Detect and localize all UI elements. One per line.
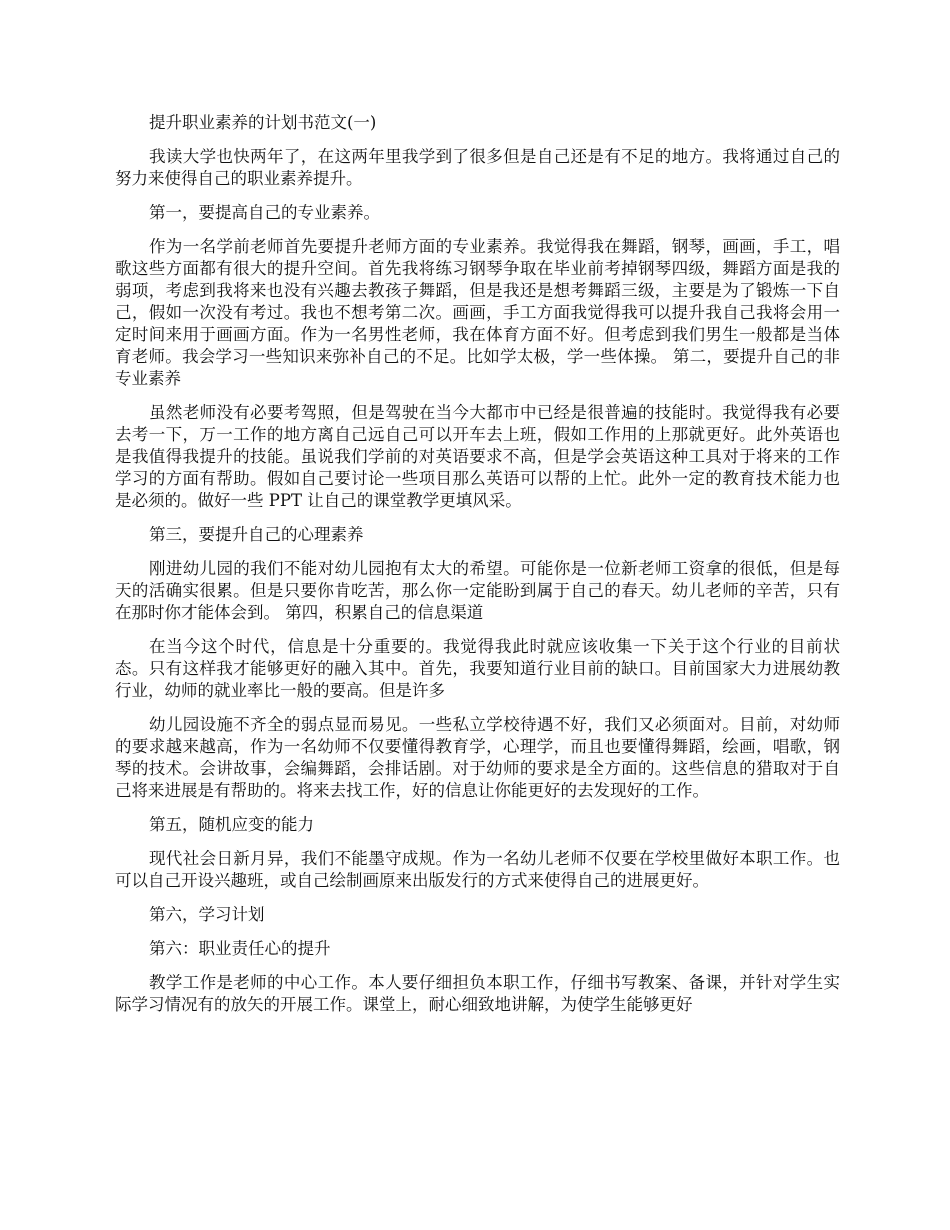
section-heading-sixth-plan: 第六，学习计划 (149, 905, 265, 924)
section-heading-sixth-responsibility: 第六：职业责任心的提升 (149, 939, 331, 958)
paragraph-information: 在当今这个时代，信息是十分重要的。我觉得我此时就应该收集一下关于这个行业的目前状态。只有这样我才能够更好的融入其中。首先，我要知道行业目前的缺口。目前国家大力进展幼教行业，幼师的就业率比一般的要高。但是许多 (115, 637, 840, 700)
paragraph-non-professional: 虽然老师没有必要考驾照，但是驾驶在当今大都市中已经是很普遍的技能时。我觉得我有必要去考一下，万一工作的地方离自己远自己可以开车去上班，假如工作用的上那就更好。此外英语也是我值得我提升的技能。虽说我们学前的对英语要求不高，但是学会英语这种工具对于将来的工作学习的方面有帮助。假如自己要讨论一些项目那么英语可以帮的上忙。此外一定的教育技术能力也是必须的。做好一些 PPT 让自己的课堂教学更填风采。 (115, 403, 840, 510)
paragraph-adaptability: 现代社会日新月异，我们不能墨守成规。作为一名幼儿老师不仅要在学校里做好本职工作。也可以自己开设兴趣班，或自己绘制画原来出版发行的方式来使得自己的进展更好。 (115, 849, 840, 890)
paragraph-psychology: 刚进幼儿园的我们不能对幼儿园抱有太大的希望。可能你是一位新老师工资拿的很低，但是每天的活确实很累。但是只要你肯吃苦，那么你一定能盼到属于自己的春天。幼儿老师的辛苦，只有在那时你才能体会到。 第四，积累自己的信息渠道 (115, 559, 840, 622)
section-heading-first: 第一，要提高自己的专业素养。 (149, 203, 380, 222)
section-heading-third: 第三，要提升自己的心理素养 (149, 525, 364, 544)
section-heading-fifth: 第五，随机应变的能力 (149, 815, 314, 834)
document-body (115, 112, 840, 1028)
document-title: 提升职业素养的计划书范文(一) (149, 113, 377, 132)
paragraph-professional: 作为一名学前老师首先要提升老师方面的专业素养。我觉得我在舞蹈，钢琴，画画，手工，唱歌这些方面都有很大的提升空间。首先我将练习钢琴争取在毕业前考掉钢琴四级，舞蹈方面是我的弱项，考虑到我将来也没有兴趣去教孩子舞蹈，但是我还是想考舞蹈三级，主要是为了锻炼一下自己，假如一次没有考过。我也不想考第二次。画画，手工方面我觉得我可以提升我自己我将会用一定时间来用于画画方面。作为一名男性老师，我在体育方面不好。但考虑到我们男生一般都是当体育老师。我会学习一些知识来弥补自己的不足。比如学太极，学一些体操。 第二，要提升自己的非专业素养 (115, 237, 840, 388)
paragraph-kindergarten: 幼儿园设施不齐全的弱点显而易见。一些私立学校待遇不好，我们又必须面对。目前，对幼师的要求越来越高，作为一名幼师不仅要懂得教育学，心理学，而且也要懂得舞蹈，绘画，唱歌，钢琴的技术。会讲故事，会编舞蹈，会排话剧。对于幼师的要求是全方面的。这些信息的猎取对于自己将来进展是有帮助的。将来去找工作，好的信息让你能更好的去发现好的工作。 (115, 715, 840, 800)
paragraph-intro: 我读大学也快两年了，在这两年里我学到了很多但是自己还是有不足的地方。我将通过自己的努力来使得自己的职业素养提升。 (115, 147, 840, 188)
paragraph-teaching: 教学工作是老师的中心工作。本人要仔细担负本职工作，仔细书写教案、备课，并针对学生实际学习情况有的放矢的开展工作。课堂上，耐心细致地讲解，为使学生能够更好 (115, 973, 840, 1014)
